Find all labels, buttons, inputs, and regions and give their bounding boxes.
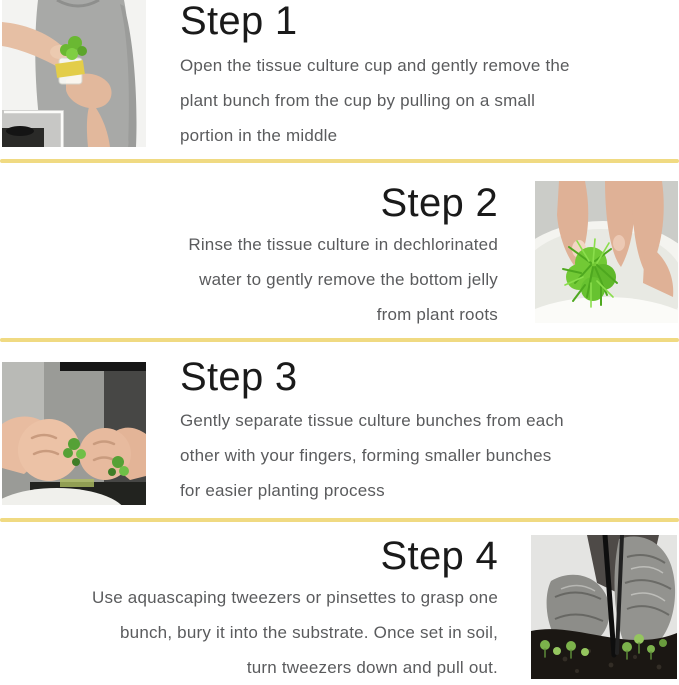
step-2-text-line: Rinse the tissue culture in dechlorinated (188, 235, 498, 254)
step-2-description (188, 227, 498, 332)
section-divider (0, 518, 679, 522)
step-1-text-line: portion in the middle (180, 126, 338, 145)
step-4-photo-illustration (531, 535, 677, 679)
step-1-text-line: plant bunch from the cup by pulling on a small (180, 91, 536, 110)
step-3-title: Step 3 (180, 355, 298, 399)
step-1-description (180, 48, 570, 153)
step-1-text-line: Open the tissue culture cup and gently remove the (180, 56, 570, 75)
step-1-photo (2, 0, 146, 147)
step-4-description (92, 580, 498, 685)
step-4-text-line: bunch, bury it into the substrate. Once set in soil, (120, 623, 498, 642)
step-2-title: Step 2 (380, 181, 498, 225)
step-2-photo (535, 181, 678, 323)
step-4-text-line: Use aquascaping tweezers or pinsettes to grasp one (92, 588, 498, 607)
step-3-photo-illustration (2, 362, 146, 505)
step-4-text-line: turn tweezers down and pull out. (246, 658, 498, 677)
step-1-title: Step 1 (180, 0, 298, 43)
section-divider (0, 159, 679, 163)
step-2-text-line: water to gently remove the bottom jelly (199, 270, 498, 289)
step-3-photo (2, 362, 146, 505)
step-3-text-line: other with your fingers, forming smaller bunches (180, 446, 552, 465)
step-3-description (180, 403, 564, 508)
step-4-title: Step 4 (380, 534, 498, 578)
step-1-photo-illustration (2, 0, 146, 147)
step-2-photo-illustration (535, 181, 678, 323)
step-3-text-line: for easier planting process (180, 481, 385, 500)
step-4-photo (531, 535, 677, 679)
step-2-text-line: from plant roots (376, 305, 498, 324)
step-3-text-line: Gently separate tissue culture bunches from each (180, 411, 564, 430)
section-divider (0, 338, 679, 342)
